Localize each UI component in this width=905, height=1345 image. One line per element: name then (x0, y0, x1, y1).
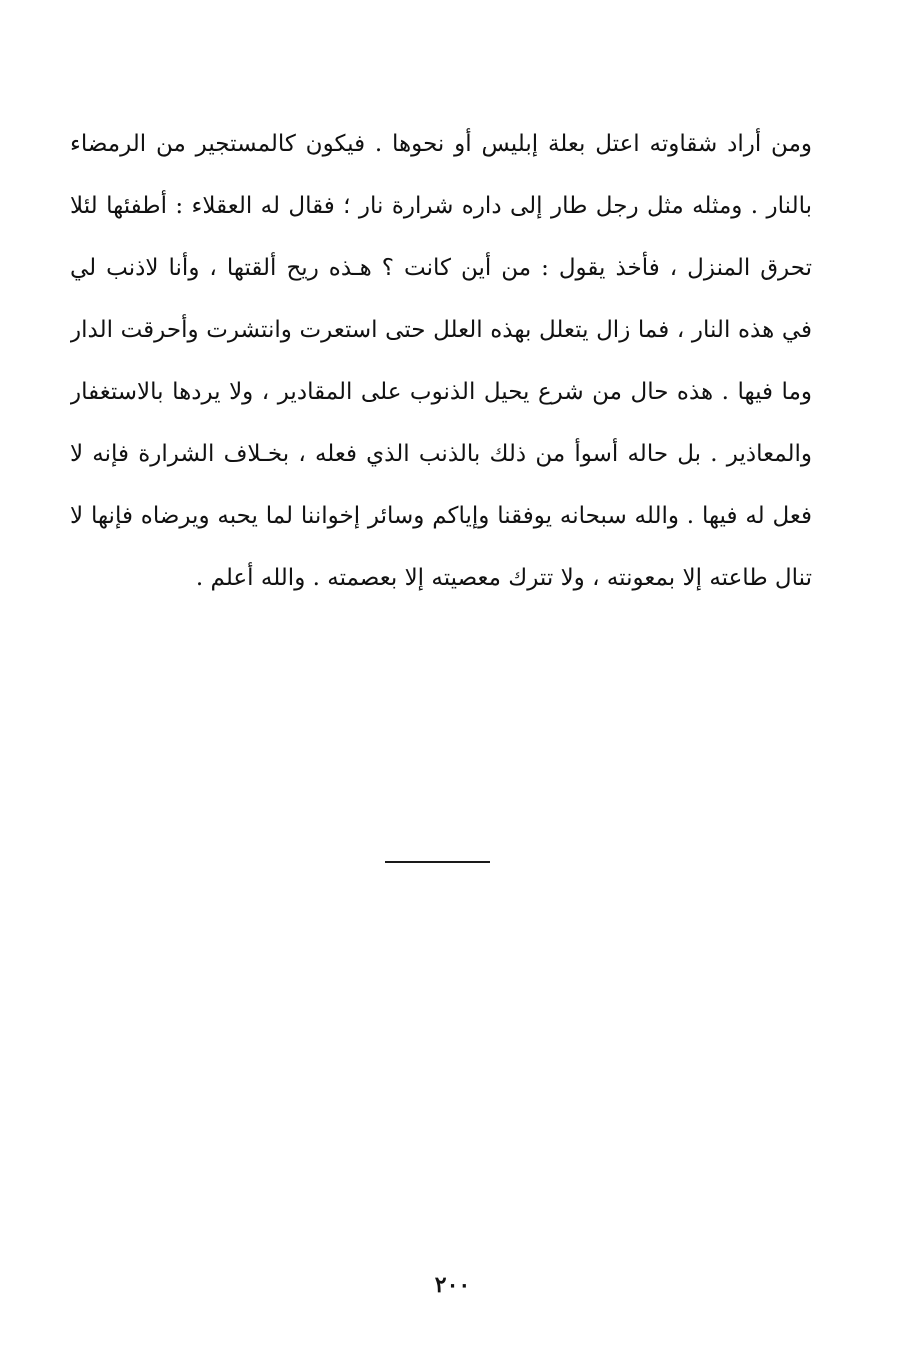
text-line: فعل له فيها . والله سبحانه يوفقنا وإياكم وسائر إخواننا لما يحبه ويرضاه فإنها لا (70, 503, 812, 529)
body-text (70, 113, 812, 609)
text-line: والمعاذير . بل حاله أسوأ من ذلك بالذنب الذي فعله ، بخـلاف الشرارة فإنه لا (70, 441, 812, 467)
page-number: ٢٠٠ (434, 1272, 471, 1298)
text-line: تنال طاعته إلا بمعونته ، ولا تترك معصيته إلا بعصمته . والله أعلم . (195, 565, 812, 591)
text-line: بالنار . ومثله مثل رجل طار إلى داره شرارة نار ؛ فقال له العقلاء : أطفئها لئلا (70, 193, 812, 219)
text-line: ومن أراد شقاوته اعتل بعلة إبليس أو نحوها . فيكون كالمستجير من الرمضاء (70, 131, 812, 157)
section-divider (385, 861, 490, 863)
text-line: تحرق المنزل ، فأخذ يقول : من أين كانت ؟ هـذه ريح ألقتها ، وأنا لاذنب لي (70, 255, 812, 281)
text-line: وما فيها . هذه حال من شرع يحيل الذنوب على المقادير ، ولا يردها بالاستغفار (70, 379, 812, 405)
text-line: في هذه النار ، فما زال يتعلل بهذه العلل حتى استعرت وانتشرت وأحرقت الدار (70, 317, 812, 343)
